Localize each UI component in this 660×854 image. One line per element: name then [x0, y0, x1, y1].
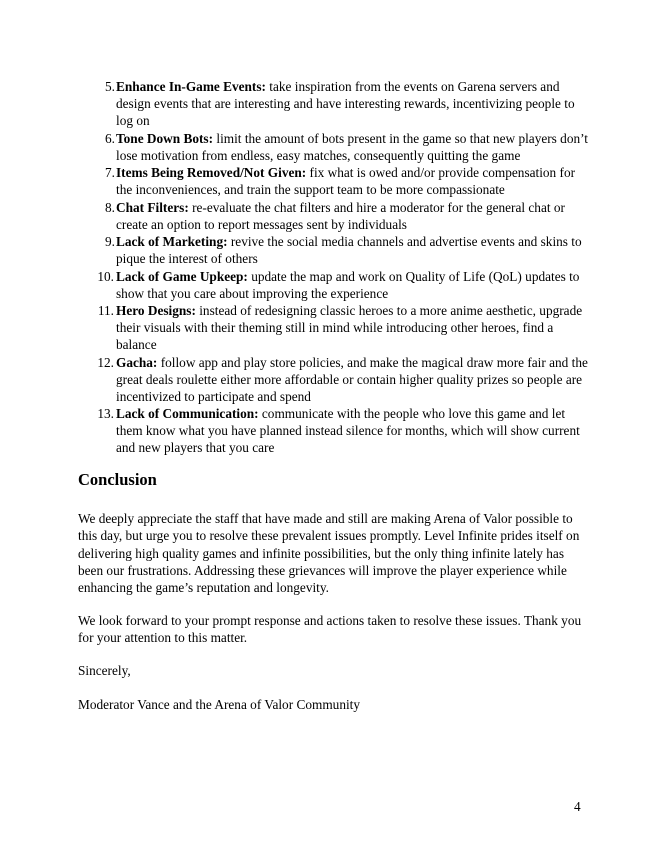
list-item-text: take inspiration from the events on Garena servers and design events that are interesting and have interesting rewards, incentivizing people to log on	[116, 79, 575, 128]
list-item-number: 11.	[97, 303, 114, 318]
closing-request-paragraph: We look forward to your prompt response and actions taken to resolve these issues. Thank you for your attention to this matter.	[78, 613, 582, 646]
list-item-text: re-evaluate the chat filters and hire a moderator for the general chat or create an option to report messages sent by individuals	[116, 199, 565, 232]
list-item-title: Tone Down Bots:	[116, 130, 214, 146]
list-item	[96, 354, 588, 405]
list-item-number: 13.	[97, 406, 114, 421]
list-item-title: Lack of Game Upkeep:	[116, 268, 248, 284]
list-item-number: 5.	[105, 79, 115, 94]
list-item-text: communicate with the people who love this game and let them know what you have planned instead silence for months, which will show current and new players that you care	[116, 406, 580, 455]
list-item-title: Lack of Marketing:	[116, 234, 228, 249]
recommendations-list	[96, 78, 588, 457]
list-item-number: 6.	[105, 130, 115, 146]
list-item	[96, 78, 588, 129]
list-item-text: follow app and play store policies, and make the magical draw more fair and the great deals roulette either more affordable or contain higher quality prizes so people are incentivized to participate and spend	[116, 354, 588, 404]
page-number: 4	[574, 799, 581, 814]
list-item-number: 10.	[97, 268, 114, 284]
list-item-title: Items Being Removed/Not Given:	[116, 165, 307, 180]
list-item-title: Enhance In-Game Events:	[116, 79, 266, 94]
list-item-title: Gacha:	[116, 354, 158, 370]
conclusion-paragraph: We deeply appreciate the staff that have made and still are making Arena of Valor possible to this day, but urge you to resolve these prevalent issues promptly. Level Infinite prides itself on delivering high quality games and infinite possibilities, but the only thing infinite lately has been our frustrations. Addressing these grievances will improve the player experience while enhancing the game’s reputation and longevity.	[78, 511, 580, 596]
closing-salutation: Sincerely,	[78, 663, 131, 678]
signature: Moderator Vance and the Arena of Valor Community	[78, 697, 360, 712]
list-item-text: fix what is owed and/or provide compensation for the inconveniences, and train the support team to be more compassionate	[116, 165, 576, 197]
list-item-number: 12.	[97, 354, 114, 370]
list-item	[96, 233, 588, 267]
list-item-text: limit the amount of bots present in the game so that new players don’t lose motivation from endless, easy matches, consequently quitting the game	[116, 130, 588, 163]
list-item-number: 7.	[105, 165, 115, 180]
list-item	[96, 130, 588, 164]
list-item-text: revive the social media channels and advertise events and skins to pique the interest of others	[116, 234, 582, 266]
list-item-title: Chat Filters:	[116, 199, 189, 215]
list-item-text: update the map and work on Quality of Life (QoL) updates to show that you care about improving the experience	[116, 268, 580, 301]
list-item-number: 8.	[105, 199, 115, 215]
list-item-title: Hero Designs:	[116, 303, 196, 318]
list-item	[96, 199, 588, 233]
conclusion-heading: Conclusion	[78, 470, 157, 489]
list-item-number: 9.	[105, 234, 115, 249]
list-item	[96, 268, 588, 302]
list-item	[96, 302, 588, 353]
list-item	[96, 405, 588, 456]
list-item-text: instead of redesigning classic heroes to a more anime aesthetic, upgrade their visuals with their theming still in mind while introducing other heroes, find a balance	[116, 303, 583, 352]
list-item-title: Lack of Communication:	[116, 406, 259, 421]
list-item	[96, 164, 588, 198]
